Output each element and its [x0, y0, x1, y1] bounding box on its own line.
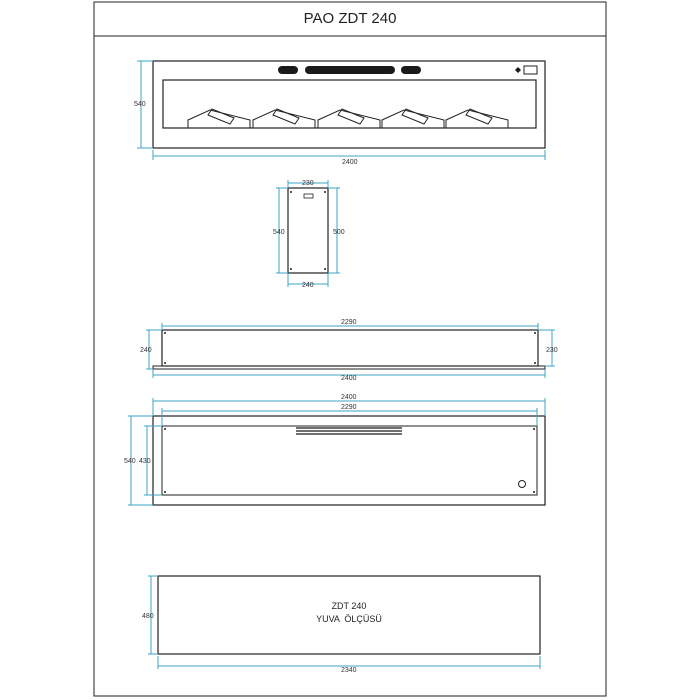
top-right-depth-label: 230 [546, 347, 558, 354]
back-inner-height-label: 430 [139, 458, 151, 465]
sheet-frame [94, 2, 606, 696]
niche-label-caption: YUVA ÖLÇÜSÜ [316, 614, 382, 624]
back-view [124, 394, 545, 505]
side-top-width-label: 230 [302, 180, 314, 187]
log-pair [446, 109, 508, 128]
top-length-label: 2400 [341, 375, 357, 382]
top-view [140, 319, 558, 382]
back-height-label: 540 [124, 458, 136, 465]
niche-view [142, 576, 540, 674]
log-pair [188, 109, 250, 128]
front-height-label: 540 [134, 101, 146, 108]
drawing-title: PAO ZDT 240 [303, 10, 397, 27]
back-inner-length-label: 2290 [341, 404, 357, 411]
side-outer-height-label: 540 [273, 229, 285, 236]
top-left-depth-label: 240 [140, 347, 152, 354]
log-pair [253, 109, 315, 128]
side-view [273, 180, 345, 289]
side-slot [304, 194, 313, 198]
niche-height-label: 480 [142, 613, 154, 620]
side-inner-height-label: 500 [333, 229, 345, 236]
power-socket-icon [519, 481, 526, 488]
front-view [134, 61, 545, 166]
diamond-icon [515, 67, 521, 73]
niche-width-label: 2340 [341, 667, 357, 674]
top-inner-length-label: 2290 [341, 319, 357, 326]
control-bar-right [401, 66, 421, 74]
display-window [524, 66, 537, 74]
log-pair [318, 109, 380, 128]
control-bar-left [278, 66, 298, 74]
front-width-label: 2400 [342, 159, 358, 166]
log-set [188, 109, 508, 128]
niche-label-model: ZDT 240 [331, 601, 367, 611]
log-pair [382, 109, 444, 128]
control-bar-center [305, 66, 395, 74]
side-bottom-width-label: 240 [302, 282, 314, 289]
back-length-label: 2400 [341, 394, 357, 401]
vent-grille [296, 428, 402, 434]
